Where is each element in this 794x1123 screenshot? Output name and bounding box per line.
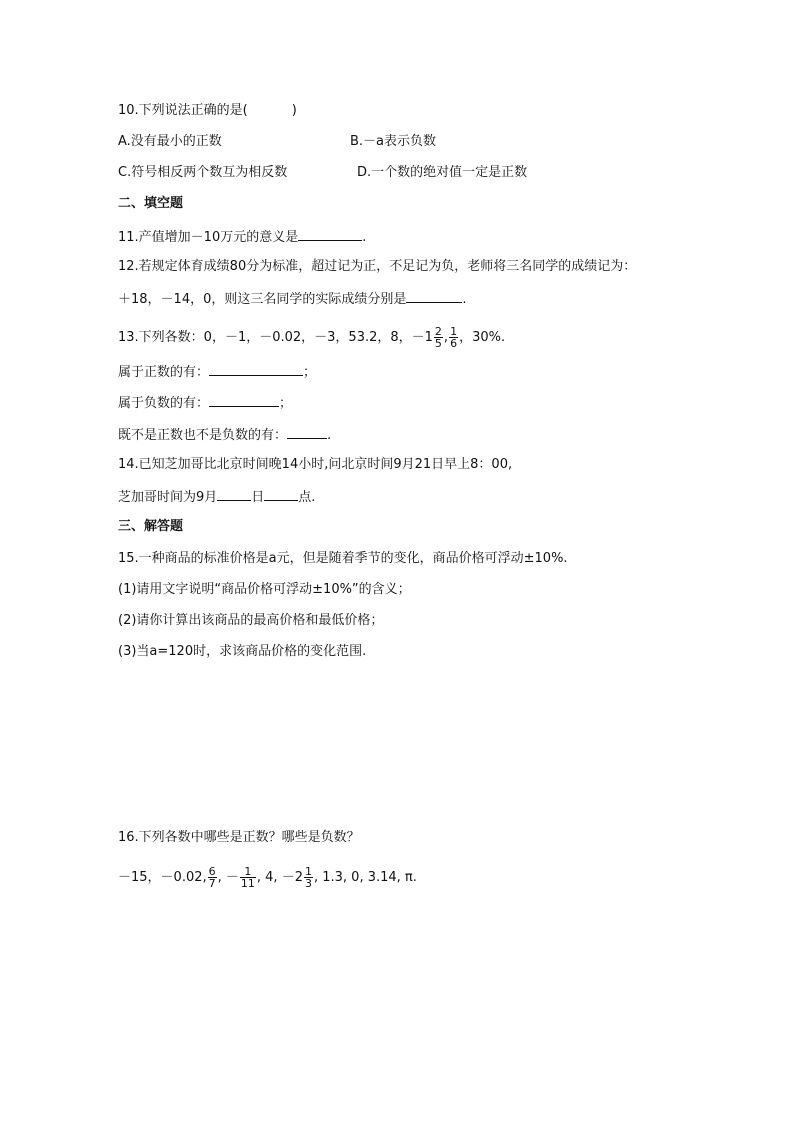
q16-f2-num: 1 bbox=[240, 866, 256, 878]
q13-suffix: ，30%. bbox=[459, 330, 506, 345]
q10-option-a: A.没有最小的正数 bbox=[118, 134, 222, 149]
section-fill-in-title: 二、填空题 bbox=[118, 196, 184, 211]
q13-negative bbox=[118, 394, 292, 412]
q13-neither-label: 既不是正数也不是负数的有： bbox=[118, 428, 288, 443]
q14-hour-blank[interactable] bbox=[264, 488, 298, 501]
q10-stem bbox=[118, 103, 297, 119]
q14-line2 bbox=[118, 488, 315, 506]
q13-neither-end: . bbox=[327, 428, 332, 443]
q13-neither bbox=[118, 426, 331, 444]
q10-stem-text: 10.下列说法正确的是( bbox=[118, 103, 248, 118]
q16-f2-den: 11 bbox=[240, 877, 255, 890]
q16-fraction-six-sevenths bbox=[208, 866, 217, 889]
q16-fraction-one-third bbox=[304, 866, 313, 889]
q11-answer-blank[interactable] bbox=[298, 228, 362, 241]
q13-negative-blank[interactable] bbox=[209, 394, 279, 407]
q13-fraction-two-fifths bbox=[434, 326, 443, 349]
q16-f3-num: 1 bbox=[304, 865, 312, 878]
q16-n2: , － bbox=[217, 870, 239, 885]
q13-positive-label: 属于正数的有： bbox=[118, 365, 210, 380]
q13-prefix: 13.下列各数：0，－1，－0.02，－3，53.2，8，－1 bbox=[118, 330, 433, 345]
q16-stem: 16.下列各数中哪些是正数？哪些是负数？ bbox=[118, 830, 360, 845]
q12-end: . bbox=[462, 292, 467, 307]
q16-n1: －15，－0.02, bbox=[118, 870, 207, 885]
q13-positive-end: ； bbox=[303, 365, 317, 380]
q14-line1: 14.已知芝加哥比北京时间晚14小时,问北京时间9月21日早上8：00, bbox=[118, 457, 513, 472]
q10-option-b: B.－a表示负数 bbox=[350, 134, 437, 149]
q14-day-blank[interactable] bbox=[217, 488, 251, 501]
q15-part2: (2)请你计算出该商品的最高价格和最低价格； bbox=[118, 613, 384, 628]
q10-stem-close: ) bbox=[291, 103, 297, 118]
q15-part1: (1)请用文字说明“商品价格可浮动±10%”的含义； bbox=[118, 582, 411, 597]
q13-frac2-num: 1 bbox=[450, 325, 458, 338]
q15-stem: 15.一种商品的标准价格是a元，但是随着季节的变化，商品价格可浮动±10%. bbox=[118, 551, 568, 566]
q13-negative-label: 属于负数的有： bbox=[118, 396, 210, 411]
q12-answer-blank[interactable] bbox=[406, 290, 462, 303]
q14-line2-b: 日 bbox=[251, 490, 265, 505]
q13-frac2-den: 6 bbox=[450, 337, 458, 350]
q13-positive bbox=[118, 363, 316, 381]
section-solution-title: 三、解答题 bbox=[118, 519, 184, 534]
q13-frac1-num: 2 bbox=[434, 325, 442, 338]
q10-option-d: D.一个数的绝对值一定是正数 bbox=[357, 165, 528, 180]
q15-part3: (3)当a=120时，求该商品价格的变化范围. bbox=[118, 644, 367, 659]
q16-f3-den: 3 bbox=[304, 877, 312, 890]
q16-numbers bbox=[118, 866, 417, 889]
q11 bbox=[118, 228, 366, 246]
q12-line2 bbox=[118, 290, 467, 308]
q16-n3: , 4, －2 bbox=[256, 870, 303, 885]
q13-stem bbox=[118, 326, 505, 349]
q11-end: . bbox=[362, 230, 367, 245]
q10-option-c: C.符号相反两个数互为相反数 bbox=[118, 165, 288, 180]
q12-line1: 12.若规定体育成绩80分为标准，超过记为正，不足记为负，老师将三名同学的成绩记为： bbox=[118, 259, 637, 274]
q16-f1-num: 6 bbox=[208, 865, 216, 878]
q16-n4: , 1.3, 0, 3.14, π. bbox=[313, 870, 417, 885]
q16-f1-den: 7 bbox=[208, 877, 216, 890]
q12-line2-text: ＋18，－14，0，则这三名同学的实际成绩分别是 bbox=[118, 292, 407, 307]
q16-fraction-one-eleventh bbox=[240, 866, 256, 889]
q13-negative-end: ； bbox=[279, 396, 293, 411]
q13-fraction-one-sixth bbox=[449, 326, 458, 349]
q13-sep: , bbox=[443, 330, 449, 345]
q14-line2-a: 芝加哥时间为9月 bbox=[118, 490, 218, 505]
q13-neither-blank[interactable] bbox=[287, 426, 327, 439]
q13-frac1-den: 5 bbox=[434, 337, 442, 350]
q14-line2-c: 点. bbox=[298, 490, 316, 505]
q13-positive-blank[interactable] bbox=[209, 363, 303, 376]
q11-text: 11.产值增加－10万元的意义是 bbox=[118, 230, 299, 245]
